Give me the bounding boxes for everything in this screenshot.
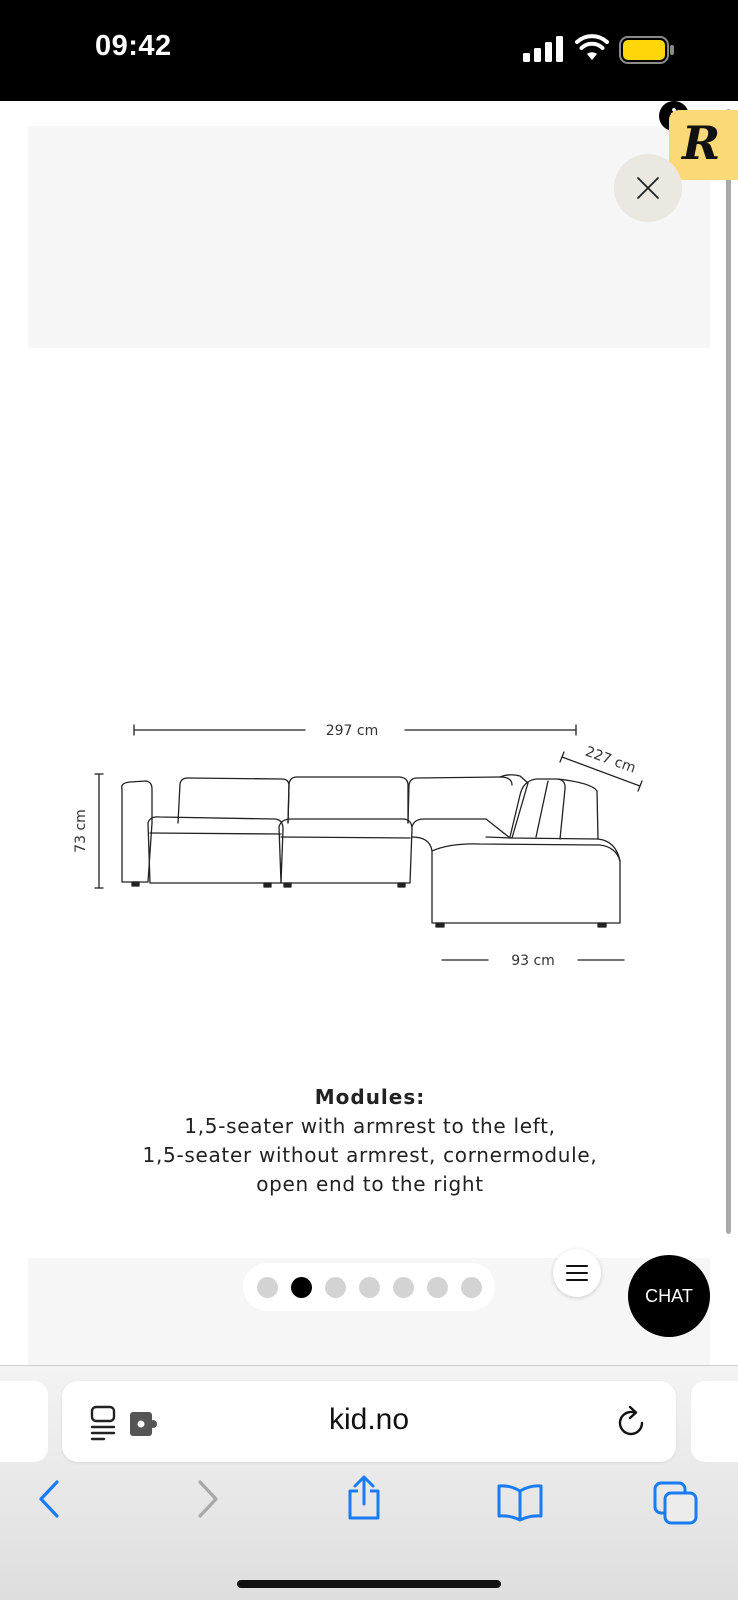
wifi-icon [575, 34, 609, 62]
next-tab-preview[interactable] [691, 1381, 738, 1462]
r-logo-icon: R [682, 116, 721, 170]
previous-tab-preview[interactable] [0, 1381, 48, 1462]
carousel-dot[interactable] [325, 1277, 346, 1298]
dimension-module-label: 93 cm [511, 953, 555, 969]
hamburger-icon [565, 1263, 589, 1283]
carousel-dot[interactable] [393, 1277, 414, 1298]
carousel-dot[interactable] [461, 1277, 482, 1298]
share-icon[interactable] [345, 1475, 383, 1521]
caption-line: 1,5-seater with armrest to the left, [184, 1114, 556, 1138]
carousel-dot-active[interactable] [291, 1277, 312, 1298]
caption-line: 1,5-seater without armrest, cornermodule, [142, 1143, 598, 1167]
battery-icon [619, 36, 675, 64]
r-badge-button[interactable] [669, 110, 738, 180]
tabs-icon[interactable] [653, 1481, 699, 1525]
dimension-depth-label: 227 cm [582, 743, 638, 777]
back-icon[interactable] [37, 1479, 61, 1519]
cellular-signal-icon [523, 36, 563, 62]
forward-icon[interactable] [196, 1479, 220, 1519]
carousel-dot[interactable] [427, 1277, 448, 1298]
reload-icon[interactable] [616, 1406, 648, 1440]
caption-line: open end to the right [256, 1172, 484, 1196]
close-button[interactable] [614, 154, 682, 222]
bookmarks-icon[interactable] [496, 1483, 544, 1521]
menu-button[interactable] [553, 1249, 601, 1297]
image-placeholder-top [28, 126, 710, 348]
dimension-width-label: 297 cm [325, 723, 379, 739]
chat-button-label: CHAT [645, 1285, 693, 1306]
sofa-dimension-drawing [60, 611, 660, 969]
product-page [0, 101, 738, 1365]
scrollbar[interactable] [726, 109, 731, 1234]
url-text: kid.no [328, 1403, 410, 1436]
status-bar [0, 0, 738, 101]
status-time: 09:42 [95, 30, 172, 62]
home-indicator[interactable] [237, 1580, 501, 1588]
carousel-dot[interactable] [257, 1277, 278, 1298]
caption-title: Modules: [314, 1085, 426, 1109]
modules-caption [100, 1083, 640, 1199]
carousel-pagination [243, 1263, 495, 1311]
chat-button[interactable] [628, 1255, 710, 1337]
address-bar[interactable] [62, 1381, 676, 1462]
dimension-height-label: 73 cm [73, 809, 89, 853]
browser-toolbar [0, 1365, 738, 1600]
carousel-dot[interactable] [359, 1277, 380, 1298]
close-icon [636, 176, 660, 200]
